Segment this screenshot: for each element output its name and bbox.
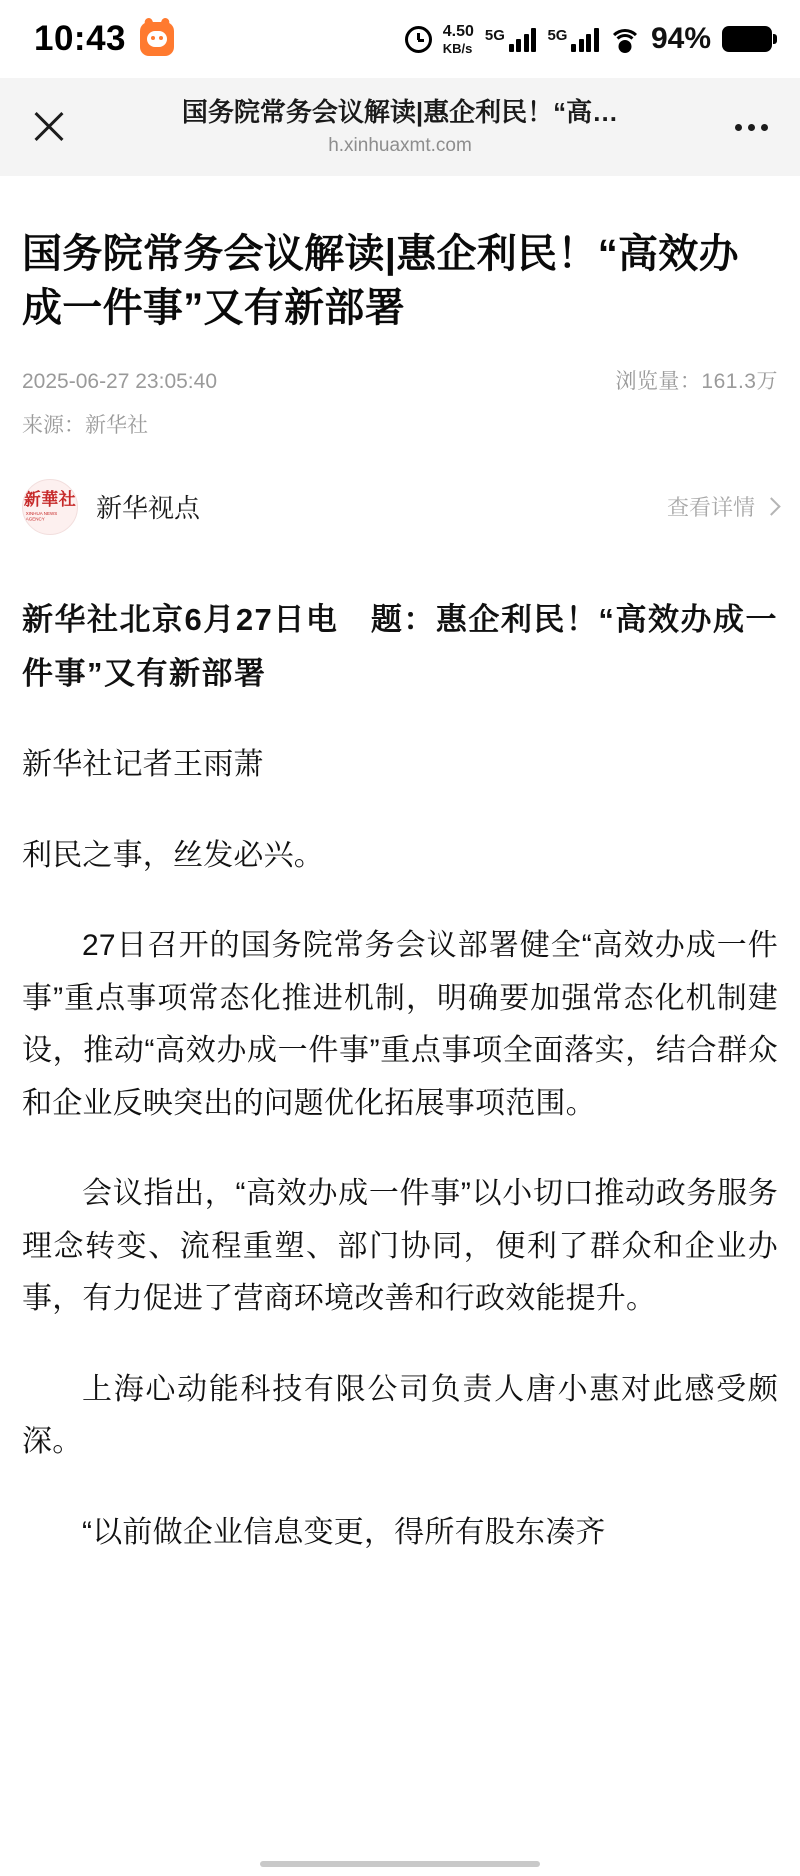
article-body	[22, 593, 778, 1560]
battery-icon	[722, 26, 772, 52]
publisher-logo-cn: 新華社	[23, 489, 77, 509]
status-bar-right	[405, 22, 772, 56]
publisher-row[interactable]	[22, 479, 778, 539]
network-speed-indicator	[443, 24, 474, 55]
article-paragraph: 上海心动能科技有限公司负责人唐小惠对此感受颇深。	[22, 1372, 778, 1459]
browser-url-label[interactable]: h.xinhuaxmt.com	[328, 135, 472, 157]
signal-bars-icon-2	[571, 27, 599, 52]
browser-toolbar	[0, 78, 800, 176]
alarm-clock-icon	[405, 26, 432, 53]
article-paragraph: 利民之事，丝发必兴。	[22, 838, 324, 872]
article-paragraph: 新华社记者王雨萧	[22, 748, 264, 782]
browser-title-block	[72, 96, 728, 158]
battery-percent-label: 94%	[650, 22, 711, 55]
signal-bars-icon-1	[509, 27, 537, 52]
signal-indicator-1	[485, 27, 537, 52]
view-detail-label: 查看详情	[666, 495, 755, 521]
chevron-right-icon	[762, 498, 780, 516]
wifi-icon	[610, 27, 640, 51]
article-paragraph: 会议指出，“高效办成一件事”以小切口推动政务服务理念转变、流程重塑、部门协同，便利了群众和企业办事，有力促进了营商环境改善和行政效能提升。	[22, 1177, 778, 1316]
page-title: 国务院常务会议解读|惠企利民！“高效办成一件事”又有新部署	[22, 231, 739, 330]
publisher-logo-en: XINHUA NEWS AGENCY	[25, 511, 58, 523]
article-source: 来源：新华社	[22, 413, 148, 437]
home-indicator	[260, 1861, 540, 1867]
status-time: 10:43	[34, 19, 127, 58]
rabbit-app-icon	[140, 22, 174, 56]
publisher-name: 新华视点	[96, 493, 201, 524]
close-icon[interactable]	[26, 104, 72, 150]
article-paragraph: “以前做企业信息变更，得所有股东凑齐	[82, 1515, 606, 1549]
more-options-icon[interactable]	[728, 104, 774, 150]
browser-page-title: 国务院常务会议解读|惠企利民！“高…	[181, 96, 619, 127]
network-speed-unit: KB/s	[442, 40, 473, 56]
article-datetime: 2025-06-27 23:05:40	[22, 369, 217, 393]
network-speed-value: 4.50	[442, 22, 474, 40]
article-paragraph: 新华社北京6月27日电 题：惠企利民！“高效办成一件事”又有新部署	[22, 601, 778, 692]
article-view-count: 浏览量：161.3万	[615, 369, 778, 393]
network-type-label-2: 5G	[547, 26, 568, 44]
article-meta-row	[22, 365, 778, 395]
article-paragraph: 27日召开的国务院常务会议部署健全“高效办成一件事”重点事项常态化推进机制，明确要加强常态化机制建设，推动“高效办成一件事”重点事项全面落实，结合群众和企业反映突出的问题优化拓展事项范围。	[22, 929, 778, 1120]
signal-indicator-2	[547, 27, 599, 52]
article-container	[0, 176, 800, 1559]
publisher-logo-icon	[22, 479, 78, 535]
status-bar	[0, 0, 800, 78]
status-bar-left	[34, 19, 174, 59]
network-type-label-1: 5G	[484, 26, 505, 44]
view-detail-link[interactable]	[667, 491, 778, 522]
